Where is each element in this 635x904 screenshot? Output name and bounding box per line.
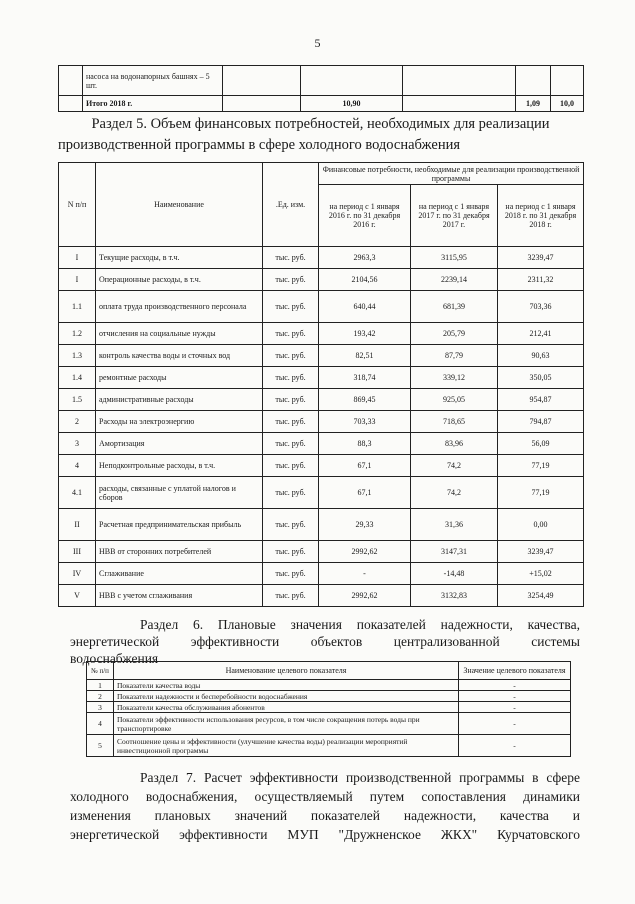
cell-v2018: 2311,32	[498, 269, 584, 291]
header-value: Значение целевого показателя	[459, 662, 571, 680]
cell	[403, 96, 516, 112]
cell-v2016: 2963,3	[319, 247, 411, 269]
cell-name: Амортизация	[96, 433, 263, 455]
cell-v2017: 74,2	[411, 477, 498, 509]
table-row	[59, 247, 584, 269]
cell-name: Сглаживание	[96, 563, 263, 585]
cell-v2016: -	[319, 563, 411, 585]
cell-num: I	[59, 247, 96, 269]
table-row	[59, 291, 584, 323]
cell-v2016: 318,74	[319, 367, 411, 389]
cell-name: контроль качества воды и сточных вод	[96, 345, 263, 367]
cell-name: Соотношение цены и эффективности (улучшение качества воды) реализации мероприятий инвестиционной программы	[114, 735, 459, 757]
cell	[403, 66, 516, 96]
cell-v2017: 205,79	[411, 323, 498, 345]
cell-v2018: 3239,47	[498, 541, 584, 563]
cell-unit: тыс. руб.	[263, 541, 319, 563]
row-name: насоса на водонапорных башнях – 5 шт.	[83, 66, 223, 96]
cell-num: II	[59, 509, 96, 541]
cell-v2016: 2992,62	[319, 585, 411, 607]
table-row	[87, 702, 571, 713]
cell-value: -	[459, 713, 571, 735]
cell-num: IV	[59, 563, 96, 585]
cell-num: 1.2	[59, 323, 96, 345]
section5-title	[58, 114, 583, 156]
header-num: N п/п	[59, 163, 96, 247]
table-row	[59, 66, 584, 96]
section7-line: энергетической эффективности МУП "Дружненское ЖКХ" Курчатовского	[70, 827, 580, 842]
cell-v2018: 3254,49	[498, 585, 584, 607]
table-row	[59, 389, 584, 411]
cell-v2017: 83,96	[411, 433, 498, 455]
cell-num: 1.3	[59, 345, 96, 367]
cell-v2018: 212,41	[498, 323, 584, 345]
cell-num: 4	[87, 713, 114, 735]
cell-name: Показатели качества воды	[114, 680, 459, 691]
cell-v2018: 0,00	[498, 509, 584, 541]
cell-num: 4	[59, 455, 96, 477]
cell-v2016: 703,33	[319, 411, 411, 433]
cell-v2016: 640,44	[319, 291, 411, 323]
cell-v2017: 2239,14	[411, 269, 498, 291]
cell-num: 1.1	[59, 291, 96, 323]
section5-title-line: производственной программы в сфере холодного водоснабжения	[58, 137, 461, 153]
cell-num: V	[59, 585, 96, 607]
header-num: № п/п	[87, 662, 114, 680]
cell-v2018: 56,09	[498, 433, 584, 455]
cell-name: отчисления на социальные нужды	[96, 323, 263, 345]
cell-name: расходы, связанные с уплатой налогов и сборов	[96, 477, 263, 509]
cell-v2017: -14,48	[411, 563, 498, 585]
section7-line: изменения плановых значений показателей надежности, качества и	[70, 808, 580, 823]
page-number: 5	[314, 36, 321, 50]
header-name: Наименование	[96, 163, 263, 247]
table-row	[59, 345, 584, 367]
cell-num: 3	[59, 433, 96, 455]
cell	[301, 66, 403, 96]
table-row	[59, 323, 584, 345]
table-row	[59, 367, 584, 389]
cell-num: 1.4	[59, 367, 96, 389]
cell-name: оплата труда производственного персонала	[96, 291, 263, 323]
cell-num: 1	[87, 680, 114, 691]
cell-v2018: 90,63	[498, 345, 584, 367]
section7-line: Раздел 7. Расчет эффективности производственной программы в сфере	[140, 770, 580, 785]
header-unit: .Ед. изм.	[263, 163, 319, 247]
table-row	[87, 713, 571, 735]
table-row	[59, 509, 584, 541]
section6-title-line: Раздел 6. Плановые значения показателей надежности, качества,	[140, 617, 580, 632]
table-row	[87, 691, 571, 702]
cell-value: -	[459, 735, 571, 757]
section7-text	[70, 768, 580, 844]
cell	[516, 66, 551, 96]
section6-title	[70, 616, 580, 667]
cell-value: -	[459, 702, 571, 713]
table-row	[59, 563, 584, 585]
cell-v2017: 74,2	[411, 455, 498, 477]
cell-value: -	[459, 691, 571, 702]
cell-unit: тыс. руб.	[263, 291, 319, 323]
cell-name: административные расходы	[96, 389, 263, 411]
cell-v2016: 193,42	[319, 323, 411, 345]
section7-line: холодного водоснабжения, осуществляемый путем сопоставления динамики	[70, 789, 580, 804]
cell-name: НВВ от сторонних потребителей	[96, 541, 263, 563]
cell-num: 2	[87, 691, 114, 702]
cell-v2016: 67,1	[319, 455, 411, 477]
cell-v2017: 3147,31	[411, 541, 498, 563]
cell-num: III	[59, 541, 96, 563]
cell-v2017: 339,12	[411, 367, 498, 389]
cell-name: Показатели эффективности использования ресурсов, в том числе сокращения потерь воды при транспортировке	[114, 713, 459, 735]
cell-v2016: 88,3	[319, 433, 411, 455]
cell-name: Текущие расходы, в т.ч.	[96, 247, 263, 269]
table-row	[59, 96, 584, 112]
cell-num: 3	[87, 702, 114, 713]
table-row	[87, 680, 571, 691]
cell-v2017: 718,65	[411, 411, 498, 433]
table-row	[87, 735, 571, 757]
target-indicators-table	[86, 661, 571, 757]
cell-unit: тыс. руб.	[263, 389, 319, 411]
cell-name: Показатели надежности и бесперебойности водоснабжения	[114, 691, 459, 702]
cell-v2016: 67,1	[319, 477, 411, 509]
table-row	[59, 477, 584, 509]
cell-num: 5	[87, 735, 114, 757]
cell-unit: тыс. руб.	[263, 585, 319, 607]
cell-v2018: 703,36	[498, 291, 584, 323]
section6-title-line: водоснабжения	[70, 651, 159, 666]
cell-v2017: 3115,95	[411, 247, 498, 269]
cell-unit: тыс. руб.	[263, 411, 319, 433]
row-name: Итого 2018 г.	[83, 96, 223, 112]
cell-v2017: 31,36	[411, 509, 498, 541]
table-row	[59, 541, 584, 563]
cell: 1,09	[516, 96, 551, 112]
financial-needs-table	[58, 162, 584, 607]
cell-num: 2	[59, 411, 96, 433]
table-row	[59, 433, 584, 455]
cell-v2018: 77,19	[498, 455, 584, 477]
cell-v2016: 2992,62	[319, 541, 411, 563]
section6-title-line: энергетической эффективности объектов централизованной системы	[70, 634, 580, 649]
section5-title-line: Раздел 5. Объем финансовых потребностей, необходимых для реализации	[91, 116, 550, 132]
cell-name: Расчетная предпринимательская прибыль	[96, 509, 263, 541]
cell-name: Неподконтрольные расходы, в т.ч.	[96, 455, 263, 477]
cell-name: НВВ с учетом сглаживания	[96, 585, 263, 607]
cell-unit: тыс. руб.	[263, 433, 319, 455]
cell-num: 1.5	[59, 389, 96, 411]
cell-name: ремонтные расходы	[96, 367, 263, 389]
header-2018: на период с 1 января 2018 г. по 31 декабря 2018 г.	[498, 185, 584, 247]
cell-v2018: 77,19	[498, 477, 584, 509]
cell-num: I	[59, 269, 96, 291]
cell-value: -	[459, 680, 571, 691]
cell-name: Операционные расходы, в т.ч.	[96, 269, 263, 291]
cell	[223, 66, 301, 96]
cell-v2017: 87,79	[411, 345, 498, 367]
cell-name: Расходы на электроэнергию	[96, 411, 263, 433]
header-group: Финансовые потребности, необходимые для реализации производственной программы	[319, 163, 584, 185]
cell-name: Показатели качества обслуживания абонентов	[114, 702, 459, 713]
cell	[223, 96, 301, 112]
top-table	[58, 65, 584, 112]
cell-unit: тыс. руб.	[263, 477, 319, 509]
cell-unit: тыс. руб.	[263, 563, 319, 585]
cell-v2016: 82,51	[319, 345, 411, 367]
header-name: Наименование целевого показателя	[114, 662, 459, 680]
cell-v2018: 350,05	[498, 367, 584, 389]
cell-v2016: 2104,56	[319, 269, 411, 291]
cell-v2018: 3239,47	[498, 247, 584, 269]
cell-unit: тыс. руб.	[263, 345, 319, 367]
cell-v2018: +15,02	[498, 563, 584, 585]
cell-v2016: 29,33	[319, 509, 411, 541]
table-row	[59, 411, 584, 433]
cell-v2018: 954,87	[498, 389, 584, 411]
table-row	[59, 269, 584, 291]
cell-num: 4.1	[59, 477, 96, 509]
cell-unit: тыс. руб.	[263, 247, 319, 269]
cell: 10,0	[551, 96, 584, 112]
table-row	[59, 455, 584, 477]
cell-unit: тыс. руб.	[263, 455, 319, 477]
header-2016: на период с 1 января 2016 г. по 31 декабря 2016 г.	[319, 185, 411, 247]
cell	[551, 66, 584, 96]
cell-unit: тыс. руб.	[263, 269, 319, 291]
cell-v2017: 925,05	[411, 389, 498, 411]
cell-unit: тыс. руб.	[263, 367, 319, 389]
cell-v2018: 794,87	[498, 411, 584, 433]
cell: 10,90	[301, 96, 403, 112]
cell-unit: тыс. руб.	[263, 323, 319, 345]
cell-unit: тыс. руб.	[263, 509, 319, 541]
cell-v2017: 681,39	[411, 291, 498, 323]
header-2017: на период с 1 января 2017 г. по 31 декабря 2017 г.	[411, 185, 498, 247]
cell-v2016: 869,45	[319, 389, 411, 411]
cell-v2017: 3132,83	[411, 585, 498, 607]
table-row	[59, 585, 584, 607]
